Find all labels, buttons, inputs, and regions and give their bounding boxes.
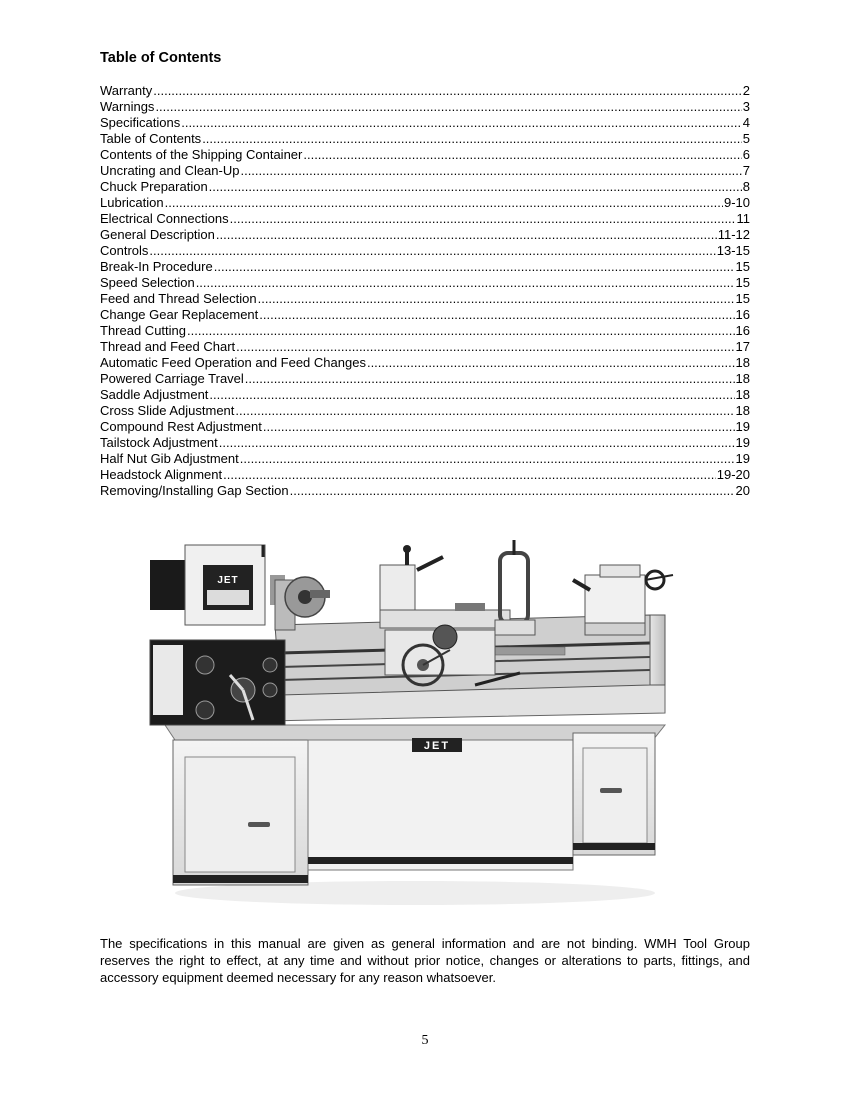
- toc-entry: [100, 163, 750, 179]
- toc-entry-title: Contents of the Shipping Container: [100, 147, 303, 162]
- toc-entry-page: 15: [735, 259, 750, 274]
- toc-entry-page: 18: [735, 387, 750, 402]
- toc-entry: [100, 403, 750, 419]
- toc-leader-dots: [367, 355, 735, 371]
- toc-entry: [100, 243, 750, 259]
- toc-leader-dots: [216, 227, 717, 243]
- toc-entry: [100, 467, 750, 483]
- toc-entry-page: 3: [742, 99, 750, 114]
- toc-entry-title: Powered Carriage Travel: [100, 371, 244, 386]
- toc-leader-dots: [290, 483, 735, 499]
- toc-entry-title: Cross Slide Adjustment: [100, 403, 235, 418]
- toc-entry-page: 19-20: [716, 467, 750, 482]
- toc-leader-dots: [245, 371, 735, 387]
- toc-entry: [100, 147, 750, 163]
- page-number: 5: [421, 1033, 429, 1048]
- toc-leader-dots: [196, 275, 735, 291]
- toc-entry-page: 7: [742, 163, 750, 178]
- toc-entry-title: Electrical Connections: [100, 211, 229, 226]
- toc-leader-dots: [259, 307, 734, 323]
- toc-entry-page: 6: [742, 147, 750, 162]
- disclaimer-text: The specifications in this manual are given as general information and are not binding. WMH Tool Group reserves the right to effect, at any time and without prior notice, changes or alterations to parts, fittings, and accessory equipment deemed necessary for any reason whatsoever.: [100, 936, 750, 985]
- toc-leader-dots: [155, 99, 741, 115]
- toc-entry: [100, 323, 750, 339]
- toc-entry-title: Half Nut Gib Adjustment: [100, 451, 239, 466]
- toc-entry-page: 9-10: [723, 195, 750, 210]
- toc-entry-page: 4: [742, 115, 750, 130]
- toc-heading: Table of Contents: [100, 50, 222, 66]
- toc-entry: [100, 435, 750, 451]
- toc-entry: [100, 131, 750, 147]
- toc-entry-title: Thread Cutting: [100, 323, 186, 338]
- headstock-brand-text: JET: [217, 575, 239, 586]
- toc-entry: [100, 371, 750, 387]
- toc-entry-page: 15: [735, 291, 750, 306]
- toc-leader-dots: [235, 403, 734, 419]
- toc-entry-page: 11: [736, 211, 750, 226]
- toc-leader-dots: [209, 387, 734, 403]
- toc-entry-title: Uncrating and Clean-Up: [100, 163, 240, 178]
- toc-leader-dots: [230, 211, 736, 227]
- toc-entry-title: Headstock Alignment: [100, 467, 223, 482]
- toc-leader-dots: [236, 339, 734, 355]
- toc-entry-page: 16: [735, 323, 750, 338]
- toc-entry: [100, 115, 750, 131]
- toc-entry-title: Warnings: [100, 99, 155, 114]
- toc-entry: [100, 179, 750, 195]
- toc-entry-title: Thread and Feed Chart: [100, 339, 236, 354]
- toc-entry-title: Table of Contents: [100, 131, 202, 146]
- toc-entry-title: Tailstock Adjustment: [100, 435, 218, 450]
- toc-entry-page: 18: [735, 371, 750, 386]
- toc-entry-title: Warranty: [100, 83, 153, 98]
- toc-entry: [100, 339, 750, 355]
- toc-leader-dots: [181, 115, 742, 131]
- toc-leader-dots: [258, 291, 735, 307]
- toc-entry: [100, 483, 750, 499]
- toc-entry-page: 18: [735, 355, 750, 370]
- toc-entry: [100, 275, 750, 291]
- toc-entry-page: 15: [735, 275, 750, 290]
- toc-entry-page: 20: [735, 483, 750, 498]
- toc-entry-page: 17: [735, 339, 750, 354]
- toc-entry-page: 5: [742, 131, 750, 146]
- toc-leader-dots: [263, 419, 735, 435]
- toc-entry-title: Break-In Procedure: [100, 259, 213, 274]
- toc-entry: [100, 211, 750, 227]
- toc-entry: [100, 83, 750, 99]
- toc-leader-dots: [240, 451, 735, 467]
- toc-entry-page: 18: [735, 403, 750, 418]
- toc-entry-title: Compound Rest Adjustment: [100, 419, 262, 434]
- toc-entry-page: 19: [735, 419, 750, 434]
- toc-entry-title: Saddle Adjustment: [100, 387, 209, 402]
- toc-entry-title: Automatic Feed Operation and Feed Changes: [100, 355, 366, 370]
- jet-badge-text: JET: [423, 740, 451, 752]
- toc-entry-page: 16: [735, 307, 750, 322]
- toc-entry: [100, 195, 750, 211]
- toc-entry-page: 8: [742, 179, 750, 194]
- toc-entry-title: Specifications: [100, 115, 181, 130]
- toc-leader-dots: [219, 435, 735, 451]
- toc-entry-page: 13-15: [716, 243, 750, 258]
- toc-leader-dots: [240, 163, 741, 179]
- toc-leader-dots: [303, 147, 741, 163]
- toc-leader-dots: [165, 195, 723, 211]
- toc-entry: [100, 259, 750, 275]
- toc-entry-title: General Description: [100, 227, 215, 242]
- toc-entry-title: Speed Selection: [100, 275, 195, 290]
- toc-entry-title: Feed and Thread Selection: [100, 291, 257, 306]
- toc-entry: [100, 355, 750, 371]
- toc-leader-dots: [202, 131, 742, 147]
- toc-entry: [100, 307, 750, 323]
- toc-list: [100, 83, 750, 499]
- toc-entry-page: 11-12: [717, 227, 750, 242]
- toc-leader-dots: [214, 259, 735, 275]
- toc-entry-title: Removing/Installing Gap Section: [100, 483, 289, 498]
- toc-entry: [100, 227, 750, 243]
- toc-leader-dots: [187, 323, 735, 339]
- toc-leader-dots: [149, 243, 715, 259]
- toc-entry: [100, 387, 750, 403]
- toc-entry: [100, 419, 750, 435]
- toc-leader-dots: [223, 467, 716, 483]
- toc-entry-page: 19: [735, 451, 750, 466]
- toc-leader-dots: [209, 179, 742, 195]
- toc-entry-title: Chuck Preparation: [100, 179, 208, 194]
- toc-entry-title: Controls: [100, 243, 149, 258]
- toc-entry-page: 2: [742, 83, 750, 98]
- lathe-machine-photo: [145, 535, 675, 910]
- toc-entry: [100, 451, 750, 467]
- toc-entry-title: Change Gear Replacement: [100, 307, 259, 322]
- toc-leader-dots: [153, 83, 742, 99]
- toc-entry: [100, 99, 750, 115]
- toc-entry: [100, 291, 750, 307]
- toc-entry-title: Lubrication: [100, 195, 164, 210]
- toc-entry-page: 19: [735, 435, 750, 450]
